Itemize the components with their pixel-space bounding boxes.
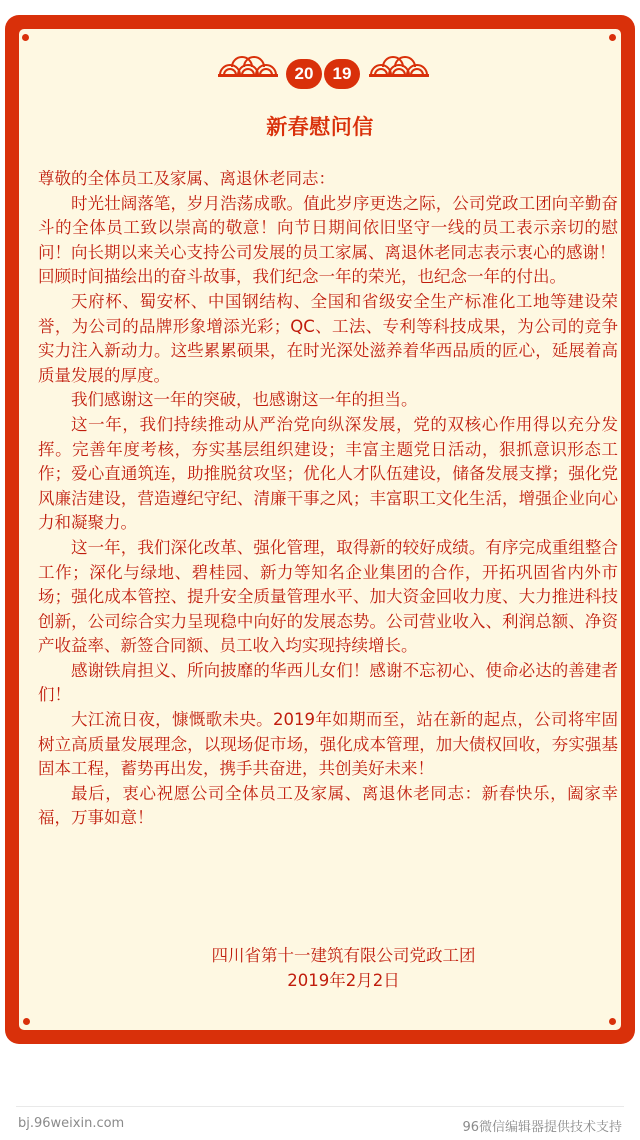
letter-date: 2019年2月2日 <box>287 971 400 990</box>
letter-frame <box>5 15 635 1044</box>
letter-paragraph: 我们感谢这一年的突破，也感谢这一年的担当。 <box>71 390 418 410</box>
letter-paragraph: 感谢铁肩担义、所向披靡的华西儿女们！感谢不忘初心、使命必达的善建者们！ <box>38 660 618 705</box>
letter-paragraph: 天府杯、蜀安杯、中国钢结构、全国和省级安全生产标准化工地等建设荣誉，为公司的品牌形象增添光彩；QC、工法、专利等科技成果，为公司的竞争实力注入新动力。这些累累硕果，在时光深处滋养着华西品质的匠心，延展着高质量发展的厚度。 <box>38 291 618 385</box>
corner-dot-icon <box>22 34 29 41</box>
letter-paper <box>19 29 621 1030</box>
year-badge-left: 20 <box>286 59 322 89</box>
footer-source-link[interactable]: bj.96weixin.com <box>18 1116 125 1131</box>
footer-divider <box>16 1106 624 1107</box>
letter-title: 新春慰问信 <box>266 115 374 139</box>
signature: 四川省第十一建筑有限公司党政工团 <box>211 946 476 965</box>
letter-paragraph: 大江流日夜，慷慨歌未央。2019年如期而至，站在新的起点，公司将牢固树立高质量发展理念，以现场促市场，强化成本管理，加大债权回收，夯实强基固本工程，蓄势再出发，携手共奋进，共创美好未来！ <box>38 710 618 779</box>
corner-dot-icon <box>609 34 616 41</box>
corner-dot-icon <box>609 1018 616 1025</box>
letter-signature-block <box>19 943 621 993</box>
letter-paragraph: 回顾时间描绘出的奋斗故事，我们纪念一年的荣光，也纪念一年的付出。 <box>38 267 566 287</box>
letter-body <box>38 167 618 831</box>
letter-paragraph: 时光壮阔落笔，岁月浩荡成歌。值此岁序更迭之际，公司党政工团向辛勤奋斗的全体员工致以崇高的敬意！向节日期间依旧坚守一线的员工表示亲切的慰问！向长期以来关心支持公司发展的员工家属、离退休老同志表示衷心的感谢！ <box>38 193 618 262</box>
footer-credit: 96微信编辑器提供技术支持 <box>462 1120 622 1135</box>
letter-paragraph: 尊敬的全体员工及家属、离退休老同志： <box>38 169 335 188</box>
auspicious-cloud-icon <box>218 55 278 77</box>
letter-paragraph: 这一年，我们深化改革、强化管理，取得新的较好成绩。有序完成重组整合工作；深化与绿地、碧桂园、新力等知名企业集团的合作，开拓巩固省内外市场；强化成本管控、提升安全质量管理水平、加大资金回收力度、大力推进科技创新，公司综合实力呈现稳中向好的发展态势。公司营业收入、利润总额、净资产收益率、新签合同额、员工收入均实现持续增长。 <box>38 537 618 656</box>
corner-dot-icon <box>23 1018 30 1025</box>
year-badge-right: 19 <box>324 59 360 89</box>
letter-paragraph: 这一年，我们持续推动从严治党向纵深发展，党的双核心作用得以充分发挥。完善年度考核，夯实基层组织建设；丰富主题党日活动，狠抓意识形态工作；爱心直通筑连，助推脱贫攻坚；优化人才队伍建设，储备发展支撑；强化党风廉洁建设，营造遵纪守纪、清廉干事之风；丰富职工文化生活，增强企业向心力和凝聚力。 <box>38 414 618 533</box>
letter-paragraph: 最后，衷心祝愿公司全体员工及家属、离退休老同志：新春快乐，阖家幸福，万事如意！ <box>38 783 618 828</box>
auspicious-cloud-icon <box>369 55 429 77</box>
